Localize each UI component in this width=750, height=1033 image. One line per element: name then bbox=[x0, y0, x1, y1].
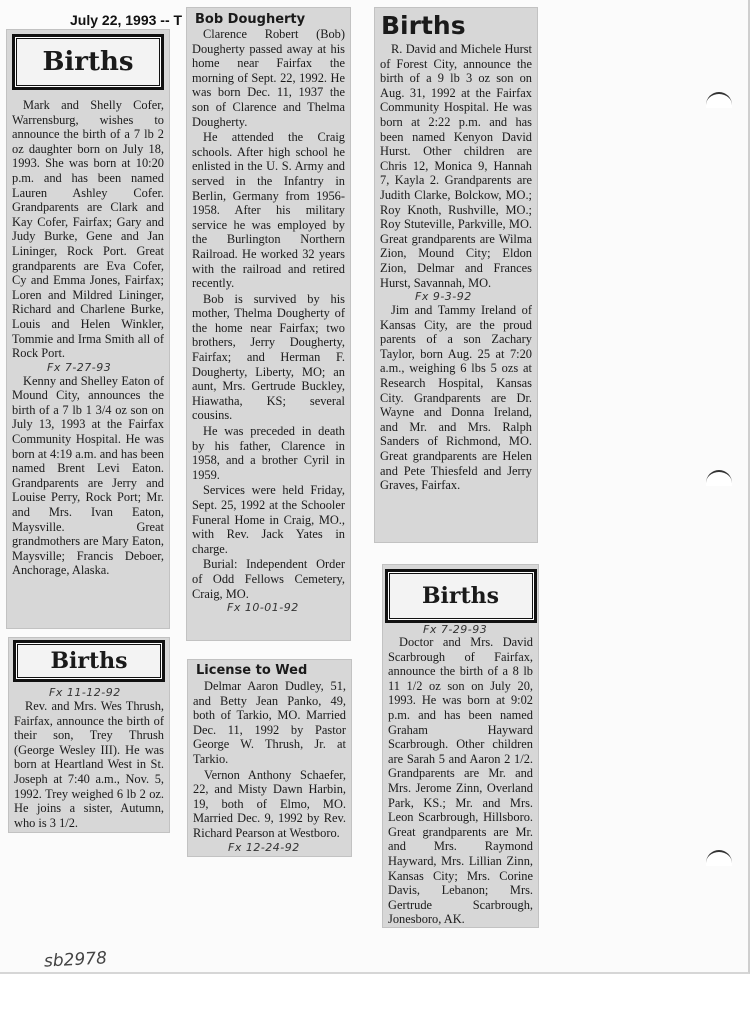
birth-notice-eaton: Kenny and Shelley Eaton of Mound City, announces the birth of a 7 lb 1 3/4 oz son on July 13, 1993 at the Fairfax Community Hospital. He was born at 4:19 a.m. and has been named Brent Levi Eaton. Grandparents are Jerry and Louise Perry, Rock Port; Mr. and Mrs. Ivan Eaton, Maysville. Great grandmothers are Mary Eaton, Maysville; Francis Deboer, Anchorage, Alaska. bbox=[12, 373, 164, 578]
obituary-paragraph: Burial: Independent Order of Odd Fellows Cemetery, Craig, MO. bbox=[192, 557, 345, 601]
handwritten-date: Fx 10-01-92 bbox=[227, 601, 299, 615]
binder-hole bbox=[706, 470, 732, 486]
clipping-births-cofer-eaton bbox=[7, 30, 169, 628]
obituary-heading: Bob Dougherty bbox=[195, 12, 306, 27]
birth-notice-ireland: Jim and Tammy Ireland of Kansas City, are the proud parents of a son Zachary Taylor, born Aug. 25 at 7:20 a.m., weighing 6 lbs 5 ozs at Research Hospital, Kansas City. Grandparents are Dr. Wayne and Donna Ireland, and Mr. and Mrs. Ralph Sanders of Richmond, MO. Great grandparents are Helen and Pete Thiesfeld and Jerry Graves, Fairfax. bbox=[380, 303, 532, 493]
obituary-paragraph: Bob is survived by his mother, Thelma Dougherty of the home near Fairfax; two brothers, Jerry Dougherty, Fairfax; and Herman F. Dougherty, Liberty, MO; an aunt, Mrs. Gertrude Buckley, Hiawatha, KS; several cousins. bbox=[192, 291, 345, 423]
obituary-paragraph: Services were held Friday, Sept. 25, 1992 at the Schooler Funeral Home in Craig, MO., with Rev. Jack Yates in charge. bbox=[192, 483, 345, 556]
license-heading: License to Wed bbox=[196, 663, 308, 678]
births-heading: Births bbox=[381, 11, 466, 40]
binder-hole bbox=[706, 92, 732, 108]
birth-notice-hurst: R. David and Michele Hurst of Forest City, announce the birth of a 9 lb 3 oz son on Aug. 31, 1992 at the Fairfax Community Hospital. He was born at 2:22 p.m. and has been named Kenyon David Hurst. Other children are Chris 12, Monica 9, Hannah 7, Kayla 2. Grandparents are Judith Clarke, Bolckow, MO.; Roy Knoth, Rushville, MO.; Roy Stuteville, Parkville, MO. Great grandparents are Wilma Zion, Mound City; Eldon Zion, Delmar and Frances Hurst, Savannah, MO. bbox=[380, 42, 532, 290]
handwritten-date: Fx 9-3-92 bbox=[415, 290, 472, 304]
handwritten-date: Fx 7-29-93 bbox=[423, 623, 488, 636]
births-banner: Births bbox=[13, 640, 165, 682]
clipping-obituary-dougherty bbox=[187, 8, 350, 640]
obituary-paragraph: He attended the Craig schools. After high school he enlisted in the U. S. Army and served in the Infantry in Berlin, Germany from 1956-1958. After his military service he was employed by the Burlington Northern Railroad. He worked 32 years with the railroad and retired recently. bbox=[192, 130, 345, 291]
license-notice: Delmar Aaron Dudley, 51, and Betty Jean Panko, 49, both of Tarkio, MO. Married Dec. 11, 1992 by Pastor George W. Thrush, Jr. at Tarkio. bbox=[193, 679, 346, 766]
license-notice: Vernon Anthony Schaefer, 22, and Misty Dawn Harbin, 19, both of Elmo, MO. Married Dec. 9, 1992 by Rev. Richard Pearson at Westboro. bbox=[193, 767, 346, 840]
clipping-births-scarbrough bbox=[383, 565, 538, 927]
handwritten-date: Fx 12-24-92 bbox=[228, 840, 300, 854]
obituary-paragraph: Clarence Robert (Bob) Dougherty passed away at his home near Fairfax the morning of Sept. 22, 1992. He was born Dec. 11, 1937 the son of Clarence and Thelma Dougherty. bbox=[192, 27, 345, 129]
obituary-paragraph: He was preceded in death by his father, Clarence in 1958, and a brother Cyril in 1959. bbox=[192, 424, 345, 482]
births-banner: Births bbox=[12, 34, 164, 90]
clipping-births-hurst-ireland bbox=[375, 8, 537, 542]
clipping-births-thrush bbox=[9, 638, 169, 832]
handwritten-date: Fx 7-27-93 bbox=[47, 360, 112, 374]
births-banner: Births bbox=[385, 569, 537, 623]
birth-notice-thrush: Rev. and Mrs. Wes Thrush, Fairfax, announce the birth of their son, Trey Thrush (George Wesley III). He was born at Heartland West in St. Joseph at 7:40 a.m., Nov. 5, 1992. Trey weighed 6 lb 2 oz. He joins a sister, Autumn, who is 3 1/2. bbox=[14, 699, 164, 830]
handwritten-page-note: sb2978 bbox=[43, 948, 108, 972]
clipping-license-to-wed bbox=[188, 660, 351, 856]
dateline: July 22, 1993 -- T bbox=[70, 12, 183, 28]
birth-notice-cofer: Mark and Shelly Cofer, Warrensburg, wishes to announce the birth of a 7 lb 2 oz daughter born on July 18, 1993. She was born at 10:20 p.m. and has been named Lauren Ashley Cofer. Grandparents are Clark and Kay Cofer, Fairfax; Gary and Judy Burke, Gene and Jan Lininger, Rock Port. Great grandparents are Eva Cofer, Cy and Emma Jones, Fairfax; Loren and Mildred Lininger, Richard and Charlene Burke, Louis and Helen Winkler, Tommie and Irma Smith all of Rock Port. bbox=[12, 98, 164, 361]
handwritten-date: Fx 11-12-92 bbox=[49, 686, 121, 699]
binder-hole bbox=[706, 850, 732, 866]
birth-notice-scarbrough: Doctor and Mrs. David Scarbrough of Fairfax, announce the birth of a 8 lb 11 1/2 oz son on July 20, 1993. He was born at 9:02 p.m. and has been named Graham Hayward Scarbrough. Other children are Sarah 5 and Aaron 2 1/2. Grandparents are Mr. and Mrs. Jerome Zinn, Overland Park, KS.; Mr. and Mrs. Leon Scarbrough, Hillsboro. Great grandparents are Mr. and Mrs. Raymond Hayward, Mrs. Lillian Zinn, Kansas City; Mrs. Corine Davis, Lebanon; Mrs. Gertrude Scarbrough, Jonesboro, AK. bbox=[388, 635, 533, 927]
